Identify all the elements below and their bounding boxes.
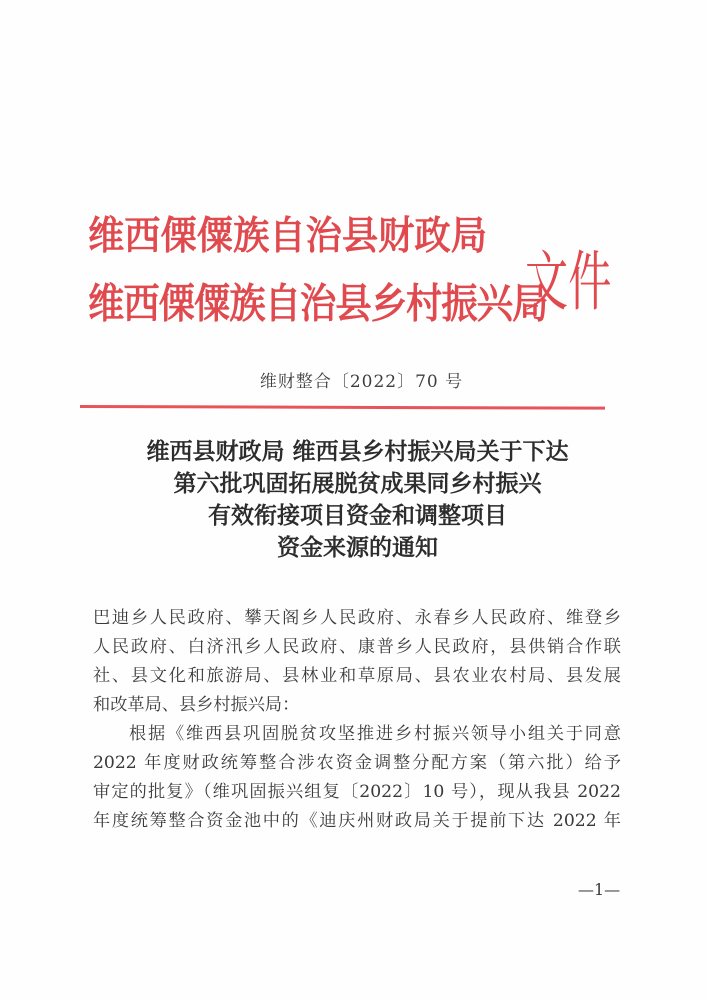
addressee-line: 巴迪乡人民政府、攀天阁乡人民政府、永春乡人民政府、维登乡 <box>93 608 621 628</box>
document-title <box>0 436 707 564</box>
paragraph-line: 2022 年度财政统筹整合涉农资金调整分配方案（第六批）给予 <box>93 753 621 773</box>
red-letterhead <box>88 208 628 338</box>
body-paragraph <box>93 720 621 836</box>
document-number: 维财整合〔2022〕70 号 <box>259 372 464 392</box>
title-line: 资金来源的通知 <box>277 534 438 561</box>
title-line: 维西县财政局 维西县乡村振兴局关于下达 <box>146 438 569 465</box>
title-line: 第六批巩固拓展脱贫成果同乡村振兴 <box>173 470 542 497</box>
page-number: —1— <box>578 880 621 899</box>
addressee-block <box>93 604 621 720</box>
document-body <box>93 604 621 836</box>
document-type-label: 文件 <box>525 244 612 321</box>
addressee-line: 社、县文化和旅游局、县林业和草原局、县农业农村局、县发展 <box>93 666 621 686</box>
title-line: 有效衔接项目资金和调整项目 <box>208 502 507 529</box>
addressee-line: 人民政府、白济汛乡人民政府、康普乡人民政府，县供销合作联 <box>93 637 621 657</box>
issuer-name-rural-revitalization-bureau: 维西傈僳族自治县乡村振兴局 <box>88 279 548 329</box>
paragraph-line: 根据《维西县巩固脱贫攻坚推进乡村振兴领导小组关于同意 <box>129 724 621 744</box>
addressee-line: 和改革局、县乡村振兴局： <box>93 695 300 715</box>
red-divider-line <box>80 405 605 410</box>
issuer-name-finance-bureau: 维西傈僳族自治县财政局 <box>88 213 487 259</box>
paragraph-line: 审定的批复》（维巩固振兴组复〔2022〕10 号），现从我县 2022 <box>93 782 621 802</box>
paragraph-line: 年度统筹整合资金池中的《迪庆州财政局关于提前下达 2022 年 <box>93 811 621 831</box>
